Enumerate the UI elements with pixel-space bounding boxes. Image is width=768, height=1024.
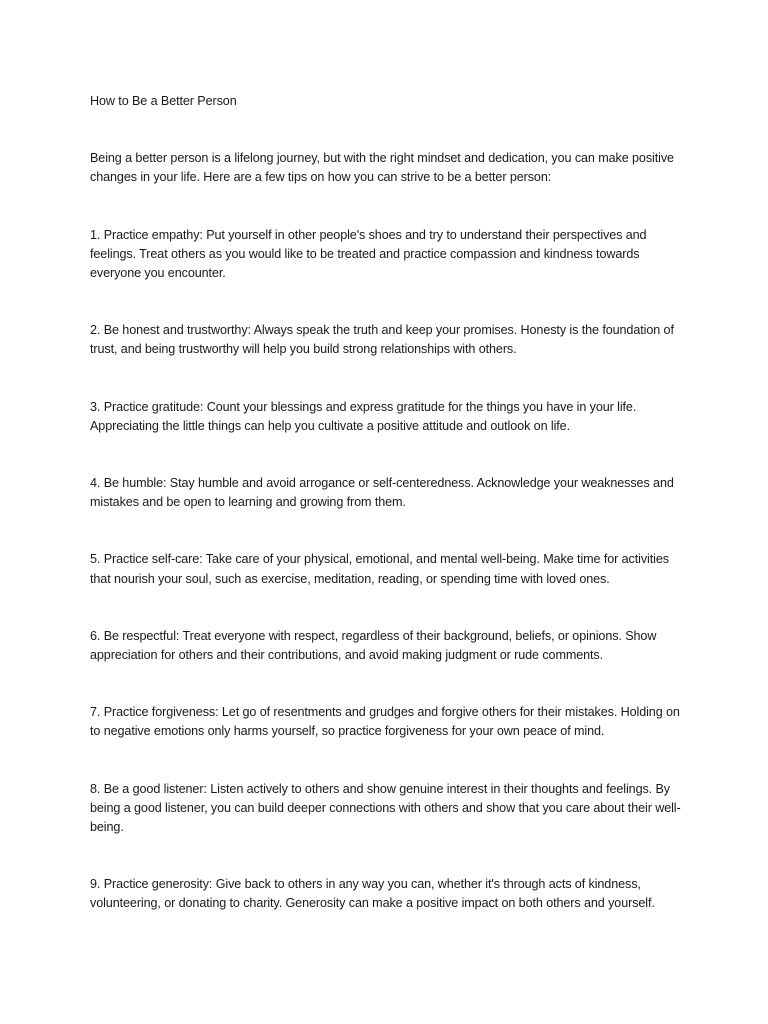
tip-item: 8. Be a good listener: Listen actively to others and show genuine interest in their thoughts and feelings. By being a good listener, you can build deeper connections with others and show that you care about their well-being. — [90, 781, 681, 835]
tip-item: 9. Practice generosity: Give back to others in any way you can, whether it's through acts of kindness, volunteering, or donating to charity. Generosity can make a positive impact on both others and yourself. — [90, 877, 655, 911]
tip-item: 2. Be honest and trustworthy: Always speak the truth and keep your promises. Honesty is the foundation of trust, and being trustworthy will help you build strong relationships with others. — [90, 323, 674, 357]
tip-item: 7. Practice forgiveness: Let go of resentments and grudges and forgive others for their mistakes. Holding on to negative emotions only harms yourself, so practice forgiveness for your own peace of mind. — [90, 705, 680, 739]
tip-item: 3. Practice gratitude: Count your blessings and express gratitude for the things you have in your life. Appreciating the little things can help you cultivate a positive attitude and outlook on life. — [90, 399, 637, 433]
tip-item: 6. Be respectful: Treat everyone with respect, regardless of their background, beliefs, or opinions. Show appreciation for others and their contributions, and avoid making judgment or rude comments. — [90, 628, 657, 663]
tip-item: 4. Be humble: Stay humble and avoid arrogance or self-centeredness. Acknowledge your weaknesses and mistakes and be open to learning and growing from them. — [90, 476, 674, 510]
tip-item: 1. Practice empathy: Put yourself in other people's shoes and try to understand their perspectives and feelings. Treat others as you would like to be treated and practice compassion and kindness towards everyone you encounter. — [90, 227, 647, 281]
tips-list — [90, 226, 690, 914]
intro-paragraph: Being a better person is a lifelong journey, but with the right mindset and dedication, you can make positive changes in your life. Here are a few tips on how you can strive to be a better person: — [90, 151, 674, 185]
document-page — [90, 92, 690, 952]
tip-item: 5. Practice self-care: Take care of your physical, emotional, and mental well-being. Make time for activities that nourish your soul, such as exercise, meditation, reading, or spending time with loved ones. — [90, 552, 669, 586]
document-title: How to Be a Better Person — [90, 94, 237, 108]
